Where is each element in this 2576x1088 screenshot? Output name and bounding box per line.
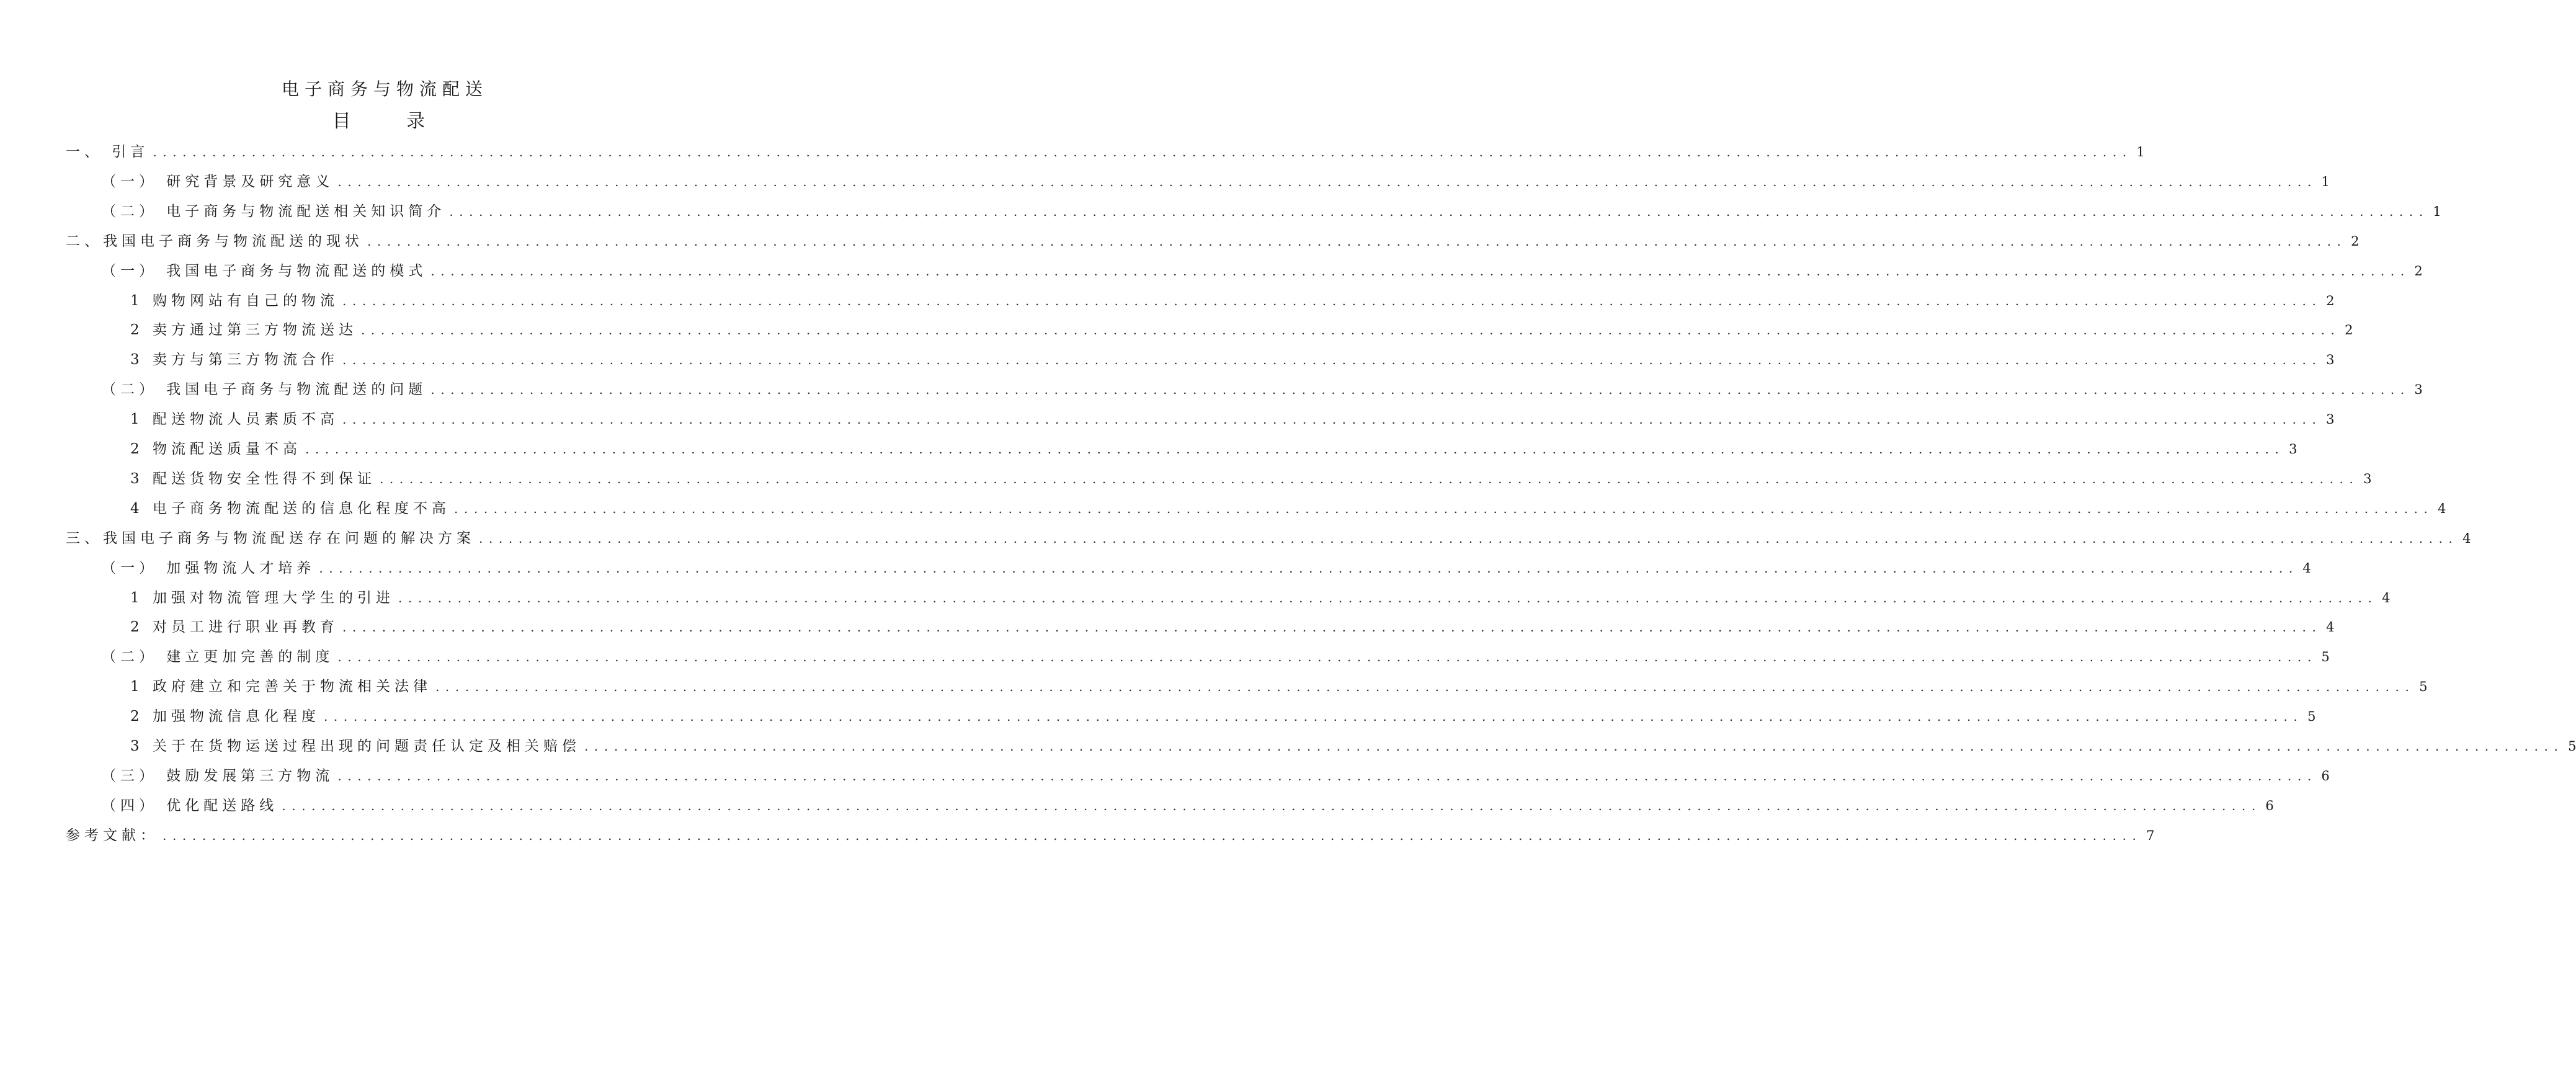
toc-entry-label: 一、 引言 <box>66 144 149 160</box>
toc-dot-leader: ........................................................................................................................................................................................................ <box>479 530 2459 546</box>
toc-entry-label: （一） 研究背景及研究意义 <box>102 173 334 190</box>
toc-entry-label: 3 配送货物安全性得不到保证 <box>130 470 376 487</box>
toc-entry-page-number: 4 <box>2382 590 2391 605</box>
toc-dot-leader: ........................................................................................................................................................................................................ <box>153 145 2133 159</box>
toc-dot-leader: ........................................................................................................................................................................................................ <box>319 560 2299 576</box>
toc-dot-leader: ........................................................................................................................................................................................................ <box>282 798 2262 813</box>
toc-dot-leader: ........................................................................................................................................................................................................ <box>305 442 2285 457</box>
document-title: 电子商务与物流配送 <box>281 79 488 99</box>
toc-entry[interactable] <box>130 676 2428 697</box>
toc-entry-page-number: 3 <box>2414 382 2423 398</box>
toc-entry[interactable] <box>130 498 2446 519</box>
toc-entry-page-number: 3 <box>2326 352 2335 368</box>
toc-entry-page-number: 4 <box>2302 560 2311 576</box>
toc-entry[interactable] <box>130 706 2316 727</box>
toc-entry-page-number: 3 <box>2326 412 2335 427</box>
toc-entry[interactable] <box>102 379 2423 400</box>
toc-entry[interactable] <box>130 290 2335 311</box>
toc-entry-page-number: 5 <box>2568 739 2576 754</box>
toc-entry-page-number: 2 <box>2351 233 2360 249</box>
toc-entry-page-number: 2 <box>2414 263 2423 279</box>
toc-entry-page-number: 6 <box>2265 798 2274 813</box>
toc-entry-label: 三、我国电子商务与物流配送存在问题的解决方案 <box>66 530 475 546</box>
toc-entry-label: 1 配送物流人员素质不高 <box>130 411 339 428</box>
toc-entry-page-number: 2 <box>2345 323 2353 338</box>
toc-entry-page-number: 1 <box>2136 145 2145 159</box>
toc-dot-leader: ........................................................................................................................................................................................................ <box>342 412 2322 427</box>
toc-dot-leader: ........................................................................................................................................................................................................ <box>337 649 2317 665</box>
toc-entry-page-number: 5 <box>2419 679 2428 695</box>
toc-entry-label: （二） 我国电子商务与物流配送的问题 <box>102 381 427 398</box>
toc-heading: 目 录 <box>332 110 450 132</box>
toc-entry[interactable] <box>66 528 2471 549</box>
toc-entry[interactable] <box>130 349 2335 370</box>
toc-entry-label: （三） 鼓励发展第三方物流 <box>102 767 334 784</box>
toc-dot-leader: ........................................................................................................................................................................................................ <box>337 174 2317 189</box>
toc-entry-label: （四） 优化配送路线 <box>102 797 279 814</box>
toc-entry-label: 1 购物网站有自己的物流 <box>130 292 339 309</box>
toc-entry-label: 4 电子商务物流配送的信息化程度不高 <box>130 500 450 517</box>
toc-entry[interactable] <box>102 261 2423 282</box>
toc-entry[interactable] <box>102 646 2330 667</box>
toc-entry[interactable] <box>66 231 2360 252</box>
toc-dot-leader: ........................................................................................................................................................................................................ <box>584 739 2564 754</box>
toc-entry[interactable] <box>130 736 2576 757</box>
toc-entry[interactable] <box>66 141 2145 163</box>
toc-dot-leader: ........................................................................................................................................................................................................ <box>342 620 2322 635</box>
toc-entry[interactable] <box>130 409 2335 430</box>
toc-entry-label: 参考文献： <box>66 827 159 844</box>
toc-entry-label: 2 卖方通过第三方物流送达 <box>130 322 357 339</box>
toc-dot-leader: ........................................................................................................................................................................................................ <box>453 501 2434 516</box>
toc-entry[interactable] <box>130 439 2297 460</box>
toc-entry-label: （二） 电子商务与物流配送相关知识简介 <box>102 203 446 220</box>
toc-entry-label: 1 加强对物流管理大学生的引进 <box>130 589 394 606</box>
toc-dot-leader: ........................................................................................................................................................................................................ <box>379 471 2360 486</box>
toc-dot-leader: ........................................................................................................................................................................................................ <box>435 679 2415 695</box>
toc-entry-page-number: 6 <box>2321 768 2330 783</box>
toc-entry-page-number: 7 <box>2146 827 2155 843</box>
toc-dot-leader: ........................................................................................................................................................................................................ <box>323 709 2304 725</box>
toc-entry-page-number: 3 <box>2363 471 2372 486</box>
toc-entry-page-number: 5 <box>2307 709 2316 725</box>
toc-entry-page-number: 2 <box>2326 293 2335 308</box>
toc-dot-leader: ........................................................................................................................................................................................................ <box>163 827 2142 843</box>
toc-entry-page-number: 1 <box>2433 203 2441 219</box>
toc-entry[interactable] <box>102 171 2330 192</box>
toc-entry-label: （一） 我国电子商务与物流配送的模式 <box>102 262 427 279</box>
toc-entry[interactable] <box>130 587 2391 609</box>
toc-dot-leader: ........................................................................................................................................................................................................ <box>430 382 2410 398</box>
toc-entry-page-number: 4 <box>2326 620 2335 635</box>
toc-entry-label: （一） 加强物流人才培养 <box>102 560 316 576</box>
toc-entry-label: 3 关于在货物运送过程出现的问题责任认定及相关赔偿 <box>130 738 581 754</box>
toc-entry[interactable] <box>66 825 2155 846</box>
toc-dot-leader: ........................................................................................................................................................................................................ <box>398 590 2378 605</box>
toc-entry-label: （二） 建立更加完善的制度 <box>102 649 334 666</box>
toc-entry[interactable] <box>102 201 2441 222</box>
toc-dot-leader: ........................................................................................................................................................................................................ <box>449 203 2429 219</box>
toc-entry-label: 2 物流配送质量不高 <box>130 441 301 457</box>
toc-entry-page-number: 4 <box>2438 501 2446 516</box>
toc-entry[interactable] <box>130 617 2335 638</box>
toc-entry-label: 3 卖方与第三方物流合作 <box>130 352 339 368</box>
toc-entry-page-number: 5 <box>2321 649 2330 665</box>
toc-entry-page-number: 4 <box>2462 530 2471 546</box>
toc-entry-label: 2 对员工进行职业再教育 <box>130 619 339 636</box>
toc-entry[interactable] <box>102 765 2330 787</box>
toc-entry-label: 2 加强物流信息化程度 <box>130 708 320 725</box>
toc-entry-label: 二、我国电子商务与物流配送的现状 <box>66 233 363 249</box>
toc-dot-leader: ........................................................................................................................................................................................................ <box>342 352 2322 368</box>
toc-dot-leader: ........................................................................................................................................................................................................ <box>367 233 2347 249</box>
toc-entry-page-number: 1 <box>2321 174 2330 189</box>
toc-entry[interactable] <box>102 795 2274 816</box>
toc-entry[interactable] <box>102 558 2311 579</box>
toc-entry[interactable] <box>130 468 2372 489</box>
toc-dot-leader: ........................................................................................................................................................................................................ <box>430 263 2410 279</box>
toc-dot-leader: ........................................................................................................................................................................................................ <box>342 293 2322 308</box>
toc-dot-leader: ........................................................................................................................................................................................................ <box>337 768 2317 783</box>
toc-entry-label: 1 政府建立和完善关于物流相关法律 <box>130 679 432 695</box>
toc-entry[interactable] <box>130 319 2353 341</box>
toc-dot-leader: ........................................................................................................................................................................................................ <box>360 323 2341 338</box>
toc-entry-page-number: 3 <box>2289 442 2297 457</box>
